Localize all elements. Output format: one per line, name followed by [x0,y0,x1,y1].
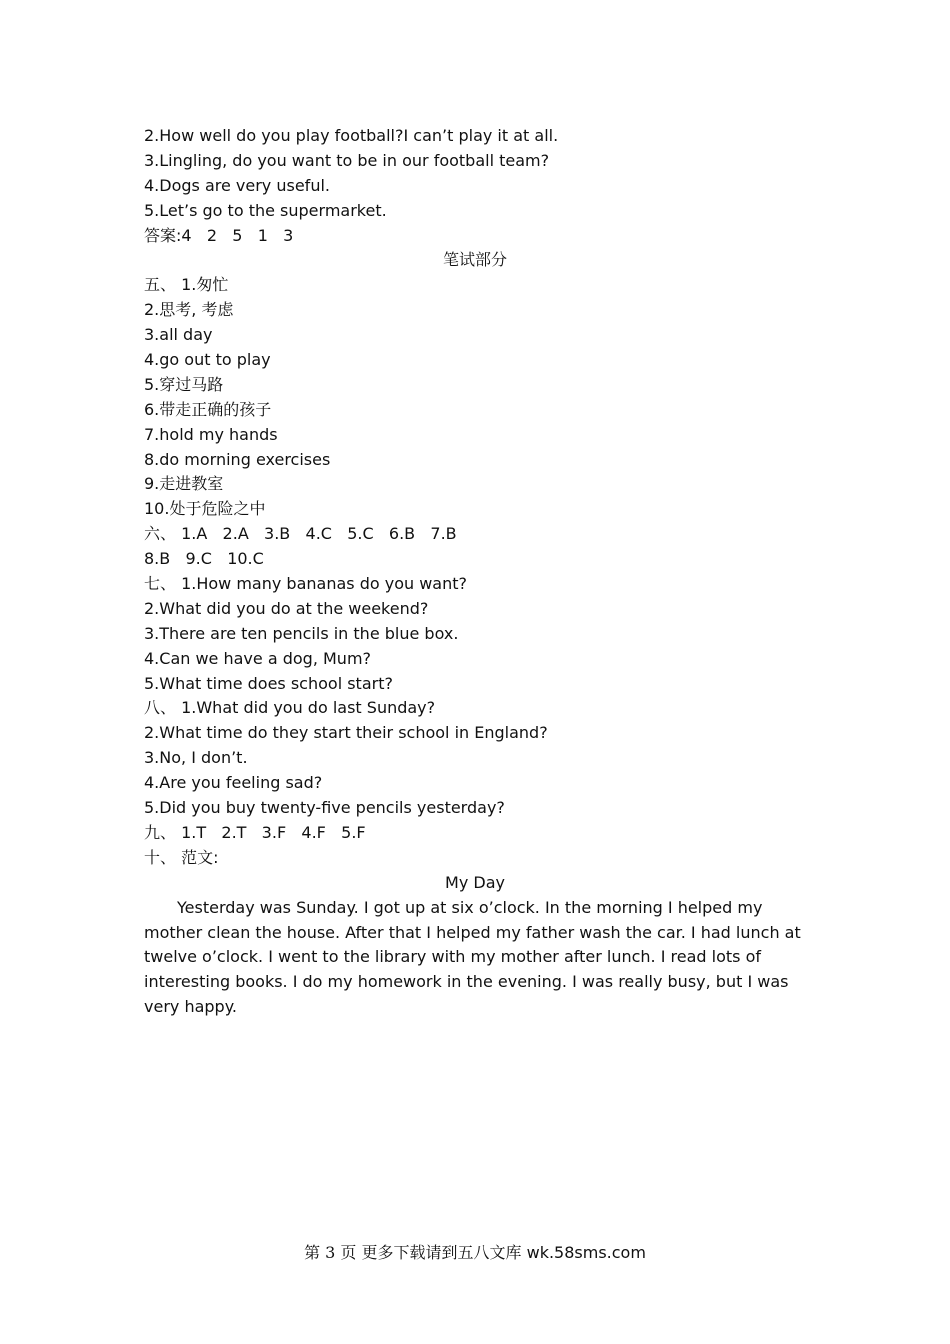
listening-answer-line: 2.How well do you play football?I can’t play it at all. [144,126,559,145]
part-10-heading: 十、 范文: [144,847,219,867]
part-7-item: 5.What time does school start? [144,673,393,693]
part-7-item: 2.What did you do at the weekend? [144,598,429,618]
part-6-answers: 六、 1.A 2.A 3.B 4.C 5.C 6.B 7.B [144,524,457,544]
part-5-item: 3.all day [144,325,213,345]
answer-order-line: 答案:4 2 5 1 3 [144,225,294,245]
part-6-answers: 8.B 9.C 10.C [144,549,264,569]
part-5-item: 五、 1.匆忙 [144,275,229,295]
footer-site-link[interactable]: wk.58sms.com [526,1243,646,1262]
part-7-item: 4.Can we have a dog, Mum? [144,648,372,668]
part-5-item: 10.处于危险之中 [144,499,266,519]
part-5-item: 9.走进教室 [144,474,224,494]
part-7-item: 七、 1.How many bananas do you want? [144,574,468,594]
part-5-item: 8.do morning exercises [144,449,331,469]
listening-answer-line: 4.Dogs are very useful. [144,175,330,195]
part-8-item: 5.Did you buy twenty-five pencils yesterday? [144,798,505,818]
essay-title: My Day [445,872,505,892]
part-5-item: 6.带走正确的孩子 [144,399,272,419]
page-footer [0,1241,950,1265]
answer-key [144,124,806,1020]
part-7-item: 3.There are ten pencils in the blue box. [144,623,459,643]
part-5-item: 2.思考, 考虑 [144,300,234,320]
essay-body: Yesterday was Sunday. I got up at six o’clock. In the morning I helped my mother clean the house. After that I helped my father wash the car. I had lunch at twelve o’clock. I went to the library with my mother after lunch. I read lots of interesting books. I do my homework in the evening. I was really busy, but I was very happy. [144,897,801,1017]
part-8-item: 3.No, I don’t. [144,748,248,768]
part-5-item: 7.hold my hands [144,424,278,444]
part-8-item: 八、 1.What did you do last Sunday? [144,698,436,718]
listening-answer-line: 5.Let’s go to the supermarket. [144,200,387,220]
part-5-item: 5.穿过马路 [144,374,224,394]
footer-page-label: 第 3 页 更多下载请到五八文库 [304,1243,522,1262]
section-heading-written: 笔试部分 [442,250,507,270]
listening-answer-line: 3.Lingling, do you want to be in our football team? [144,150,550,170]
part-9-answers: 九、 1.T 2.T 3.F 4.F 5.F [144,822,366,842]
part-8-item: 2.What time do they start their school in England? [144,723,548,743]
part-5-item: 4.go out to play [144,350,271,370]
part-8-item: 4.Are you feeling sad? [144,773,323,793]
